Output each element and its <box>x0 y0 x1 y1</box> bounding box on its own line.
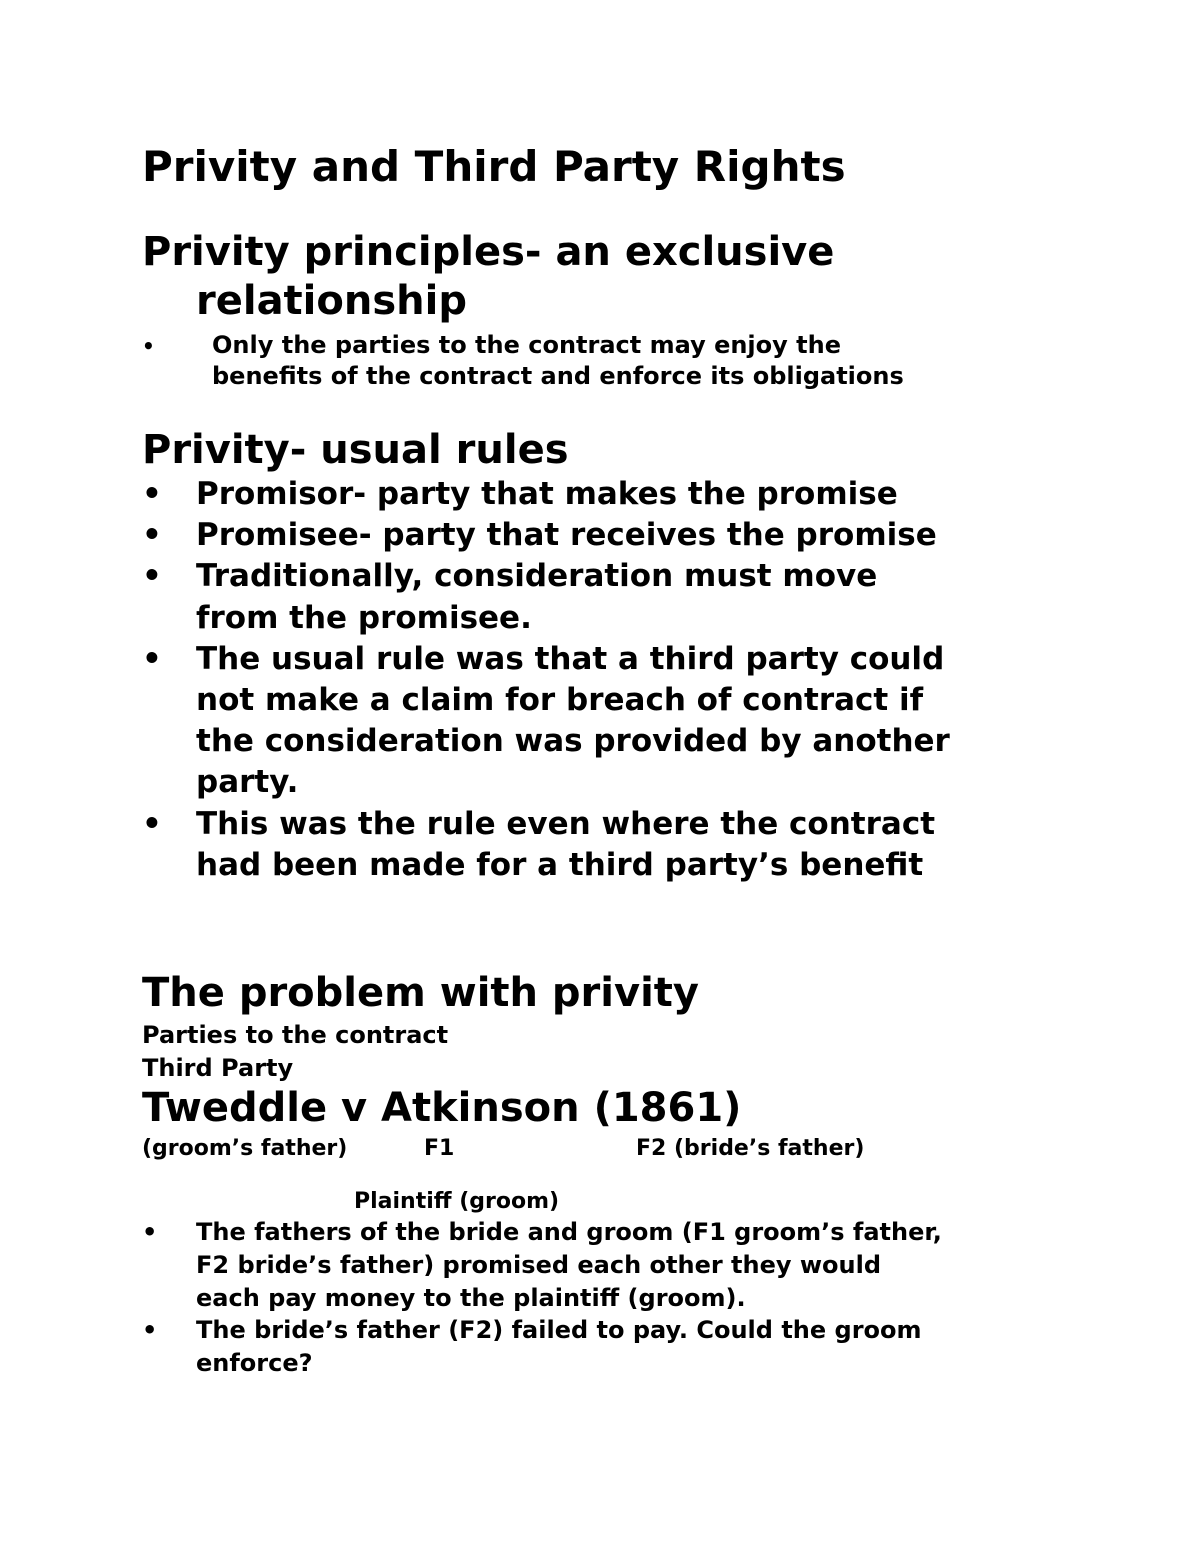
bullet-line: Traditionally, consideration must move <box>196 558 878 595</box>
diagram-label-plaintiff: Plaintiff (groom) <box>354 1189 560 1214</box>
diagram-label-f2: F2 (bride’s father) <box>636 1136 865 1161</box>
section1-heading-line2: relationship <box>196 278 467 324</box>
bullet-line: The fathers of the bride and groom (F1 groom’s father, <box>196 1218 942 1246</box>
bullet-line: from the promisee. <box>196 599 532 636</box>
bullet-line: not make a claim for breach of contract if <box>196 682 924 718</box>
bullet-line: had been made for a third party’s benefit <box>196 846 924 883</box>
section1-heading-line1: Privity principles- an exclusive <box>142 229 835 275</box>
bullet-line: The bride’s father (F2) failed to pay. Could the groom <box>196 1316 922 1345</box>
bullet-glyph: • <box>142 517 162 554</box>
section1-bullet-glyph: • <box>142 334 155 358</box>
bullet-glyph: • <box>142 1218 158 1246</box>
diagram-label-grooms-father: (groom’s father) <box>142 1136 348 1161</box>
bullet-line: Promisor- party that makes the promise <box>196 476 898 512</box>
section1-bullet-line: Only the parties to the contract may enjoy the <box>212 331 841 359</box>
bullet-line: party. <box>196 764 299 801</box>
diagram-label-f1: F1 <box>424 1136 455 1161</box>
section2-heading: Privity- usual rules <box>142 427 569 473</box>
parties-label: Parties to the contract <box>142 1021 449 1049</box>
bullet-line: each pay money to the plaintiff (groom). <box>196 1283 746 1312</box>
bullet-line: the consideration was provided by another <box>196 723 950 760</box>
section1-bullet-line: benefits of the contract and enforce its obligations <box>212 362 904 390</box>
bullet-glyph: • <box>142 1316 158 1345</box>
bullet-glyph: • <box>142 476 162 512</box>
section3-heading: The problem with privity <box>142 970 699 1016</box>
bullet-glyph: • <box>142 640 162 677</box>
case-title: Tweddle v Atkinson (1861) <box>142 1085 742 1131</box>
bullet-glyph: • <box>142 558 162 595</box>
bullet-line: enforce? <box>196 1349 313 1378</box>
bullet-glyph: • <box>142 805 162 842</box>
bullet-line: The usual rule was that a third party could <box>196 640 945 677</box>
page-title: Privity and Third Party Rights <box>142 142 846 191</box>
bullet-line: F2 bride’s father) promised each other they would <box>196 1250 882 1279</box>
bullet-line: This was the rule even where the contract <box>196 805 936 842</box>
third-party-label: Third Party <box>142 1054 294 1082</box>
bullet-line: Promisee- party that receives the promise <box>196 517 937 554</box>
